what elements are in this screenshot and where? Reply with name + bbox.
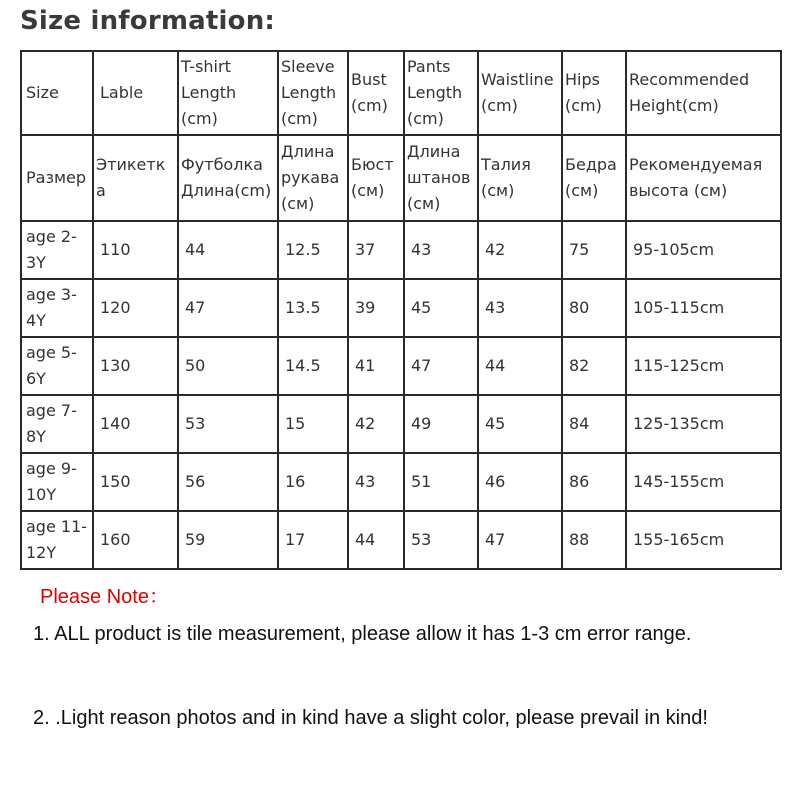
header-cell: Этикетка bbox=[93, 135, 178, 221]
table-cell: 51 bbox=[404, 453, 478, 511]
table-cell: 150 bbox=[93, 453, 178, 511]
table-cell: age 2-3Y bbox=[21, 221, 93, 279]
table-cell: 49 bbox=[404, 395, 478, 453]
table-cell: 45 bbox=[478, 395, 562, 453]
table-cell: 43 bbox=[404, 221, 478, 279]
header-row-ru bbox=[21, 135, 781, 221]
table-cell: age 7-8Y bbox=[21, 395, 93, 453]
table-cell: 75 bbox=[562, 221, 626, 279]
table-cell: 42 bbox=[348, 395, 404, 453]
table-cell: 50 bbox=[178, 337, 278, 395]
size-table bbox=[20, 50, 782, 570]
table-cell: 39 bbox=[348, 279, 404, 337]
header-cell: Sleeve Length (cm) bbox=[278, 51, 348, 135]
table-cell: 13.5 bbox=[278, 279, 348, 337]
table-row bbox=[21, 511, 781, 569]
table-cell: 43 bbox=[478, 279, 562, 337]
table-cell: 160 bbox=[93, 511, 178, 569]
note-heading: Please Note： bbox=[40, 586, 169, 608]
note-item: 2. .Light reason photos and in kind have a slight color, please prevail in kind! bbox=[33, 707, 708, 729]
table-cell: 16 bbox=[278, 453, 348, 511]
header-cell: Recommended Height(cm) bbox=[626, 51, 781, 135]
header-cell: Футболка Длина(cm) bbox=[178, 135, 278, 221]
table-cell: 110 bbox=[93, 221, 178, 279]
table-row bbox=[21, 221, 781, 279]
table-row bbox=[21, 279, 781, 337]
table-row bbox=[21, 337, 781, 395]
table-row bbox=[21, 395, 781, 453]
header-cell: Размер bbox=[21, 135, 93, 221]
table-cell: 47 bbox=[404, 337, 478, 395]
header-cell: Длина штанов (см) bbox=[404, 135, 478, 221]
table-cell: 95-105cm bbox=[626, 221, 781, 279]
header-cell: Bust (cm) bbox=[348, 51, 404, 135]
table-cell: 44 bbox=[478, 337, 562, 395]
table-cell: 14.5 bbox=[278, 337, 348, 395]
table-cell: age 9-10Y bbox=[21, 453, 93, 511]
table-cell: 46 bbox=[478, 453, 562, 511]
table-cell: 56 bbox=[178, 453, 278, 511]
table-cell: 43 bbox=[348, 453, 404, 511]
page-title: Size information: bbox=[20, 6, 276, 36]
table-cell: 53 bbox=[404, 511, 478, 569]
header-row-en bbox=[21, 51, 781, 135]
header-cell: Lable bbox=[93, 51, 178, 135]
table-cell: 105-115cm bbox=[626, 279, 781, 337]
header-cell: Pants Length (cm) bbox=[404, 51, 478, 135]
table-cell: 53 bbox=[178, 395, 278, 453]
table-cell: 47 bbox=[478, 511, 562, 569]
table-cell: 37 bbox=[348, 221, 404, 279]
table-cell: 82 bbox=[562, 337, 626, 395]
header-cell: T-shirt Length (cm) bbox=[178, 51, 278, 135]
table-cell: 17 bbox=[278, 511, 348, 569]
table-cell: 86 bbox=[562, 453, 626, 511]
table-cell: age 11-12Y bbox=[21, 511, 93, 569]
header-cell: Бедра (см) bbox=[562, 135, 626, 221]
table-cell: 125-135cm bbox=[626, 395, 781, 453]
table-cell: 44 bbox=[178, 221, 278, 279]
header-cell: Бюст (см) bbox=[348, 135, 404, 221]
table-cell: 84 bbox=[562, 395, 626, 453]
header-cell: Waistline (cm) bbox=[478, 51, 562, 135]
header-cell: Hips (cm) bbox=[562, 51, 626, 135]
table-cell: 120 bbox=[93, 279, 178, 337]
table-cell: 41 bbox=[348, 337, 404, 395]
table-cell: 42 bbox=[478, 221, 562, 279]
header-cell: Size bbox=[21, 51, 93, 135]
table-cell: 88 bbox=[562, 511, 626, 569]
header-cell: Длина рукава (см) bbox=[278, 135, 348, 221]
table-cell: 130 bbox=[93, 337, 178, 395]
note-item: 1. ALL product is tile measurement, please allow it has 1-3 cm error range. bbox=[33, 623, 692, 645]
table-cell: age 5-6Y bbox=[21, 337, 93, 395]
table-cell: age 3-4Y bbox=[21, 279, 93, 337]
table-cell: 140 bbox=[93, 395, 178, 453]
header-cell: Талия (см) bbox=[478, 135, 562, 221]
table-row bbox=[21, 453, 781, 511]
table-cell: 115-125cm bbox=[626, 337, 781, 395]
table-cell: 145-155cm bbox=[626, 453, 781, 511]
table-cell: 44 bbox=[348, 511, 404, 569]
table-cell: 155-165cm bbox=[626, 511, 781, 569]
table-cell: 15 bbox=[278, 395, 348, 453]
table-cell: 12.5 bbox=[278, 221, 348, 279]
table-cell: 59 bbox=[178, 511, 278, 569]
header-cell: Рекомендуемая высота (см) bbox=[626, 135, 781, 221]
table-cell: 45 bbox=[404, 279, 478, 337]
table-cell: 80 bbox=[562, 279, 626, 337]
table-cell: 47 bbox=[178, 279, 278, 337]
